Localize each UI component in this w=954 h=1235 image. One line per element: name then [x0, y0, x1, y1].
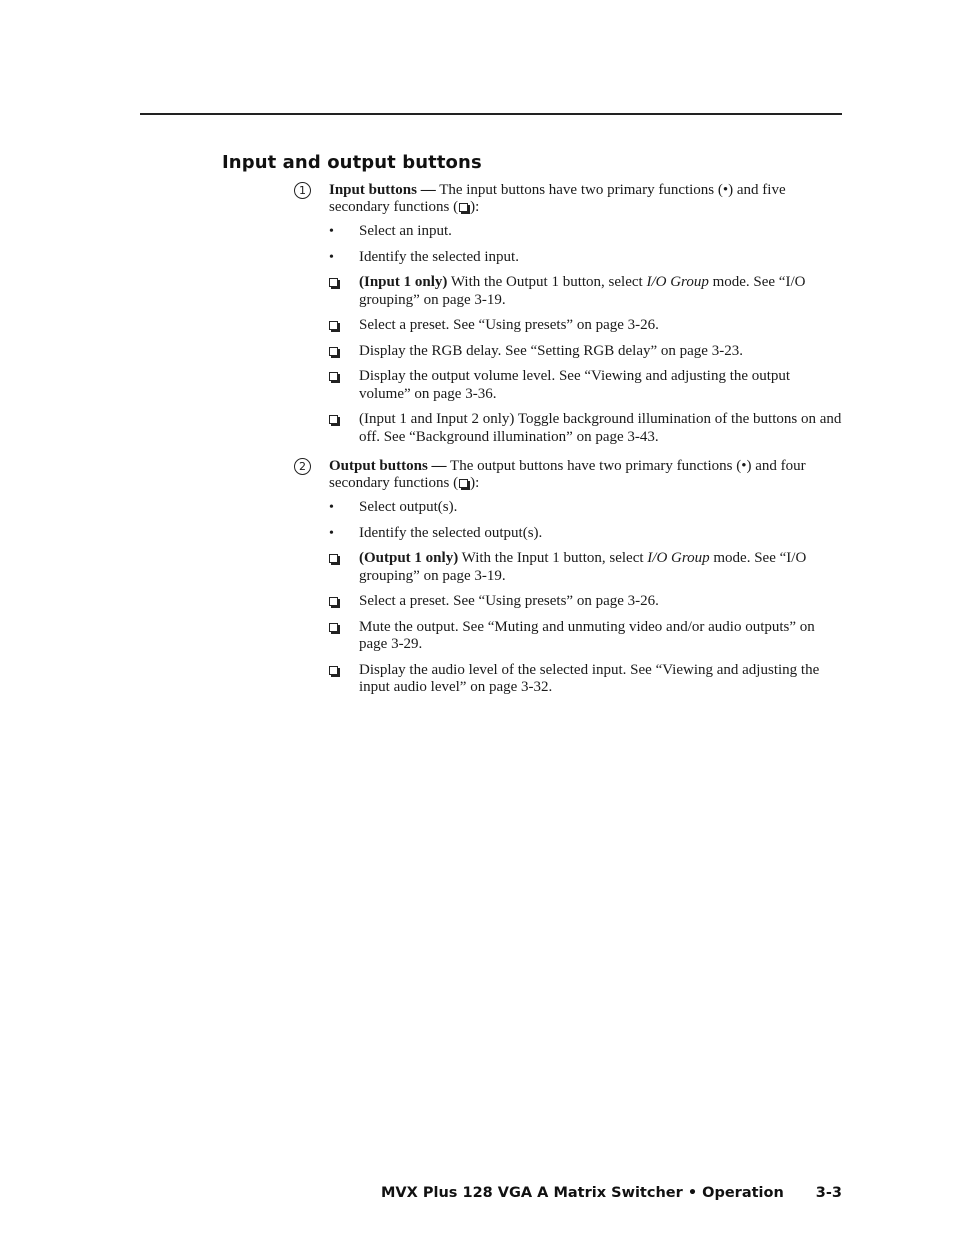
checkbox-marker-icon	[329, 597, 338, 606]
checkbox-marker-icon	[329, 372, 338, 381]
list-item: (Output 1 only) With the Input 1 button, select I/O Group mode. See “I/O grouping” on page 3-19.	[329, 550, 842, 585]
bullet-icon: •	[329, 224, 334, 239]
checkbox-marker-icon	[329, 623, 338, 632]
list-item: • Select output(s).	[329, 499, 458, 515]
header-rule	[140, 113, 842, 115]
list-item: (Input 1 and Input 2 only) Toggle background illumination of the buttons on and off. See “Background illumination” on page 3-43.	[329, 411, 842, 446]
function-list	[329, 223, 842, 446]
item-lead: Output buttons —	[329, 458, 447, 474]
output-buttons-item	[294, 458, 842, 697]
bullet-icon: •	[329, 525, 334, 541]
page-number: 3-3	[815, 1185, 842, 1201]
page-footer	[381, 1185, 842, 1201]
item-description: Output buttons — The output buttons have two primary functions (•) and four secondary functions ( ):	[329, 458, 806, 491]
footer-title: MVX Plus 128 VGA A Matrix Switcher • Operation	[381, 1185, 784, 1201]
bullet-icon: •	[329, 500, 334, 515]
section-title: Input and output buttons	[222, 152, 482, 173]
callout-number-2: 2	[294, 458, 311, 475]
callout-number-1: 1	[294, 182, 311, 199]
input-buttons-item	[294, 182, 842, 446]
function-list	[329, 499, 842, 697]
list-item: Display the RGB delay. See “Setting RGB delay” on page 3-23.	[329, 343, 842, 361]
list-item: • Identify the selected input.	[329, 248, 519, 265]
list-item: Display the output volume level. See “Viewing and adjusting the output volume” on page 3-36.	[329, 368, 842, 403]
item-description: Input buttons — The input buttons have two primary functions (•) and five secondary functions ( ):	[329, 182, 786, 215]
checkbox-marker-icon	[459, 203, 468, 212]
list-item: Mute the output. See “Muting and unmuting video and/or audio outputs” on page 3-29.	[329, 619, 842, 654]
list-item: • Identify the selected output(s).	[329, 524, 543, 541]
checkbox-marker-icon	[329, 666, 338, 675]
checkbox-marker-icon	[329, 347, 338, 356]
checkbox-marker-icon	[329, 321, 338, 330]
list-item: Display the audio level of the selected input. See “Viewing and adjusting the input audio level” on page 3-32.	[329, 662, 842, 697]
item-lead: Input buttons —	[329, 182, 436, 198]
checkbox-marker-icon	[459, 479, 468, 488]
list-item: (Input 1 only) With the Output 1 button, select I/O Group mode. See “I/O grouping” on page 3-19.	[329, 274, 842, 309]
list-item: Select a preset. See “Using presets” on page 3-26.	[329, 317, 842, 335]
bullet-icon: •	[329, 249, 334, 265]
list-item: • Select an input.	[329, 223, 452, 239]
checkbox-marker-icon	[329, 554, 338, 563]
checkbox-marker-icon	[329, 278, 338, 287]
checkbox-marker-icon	[329, 415, 338, 424]
list-item: Select a preset. See “Using presets” on page 3-26.	[329, 593, 842, 611]
